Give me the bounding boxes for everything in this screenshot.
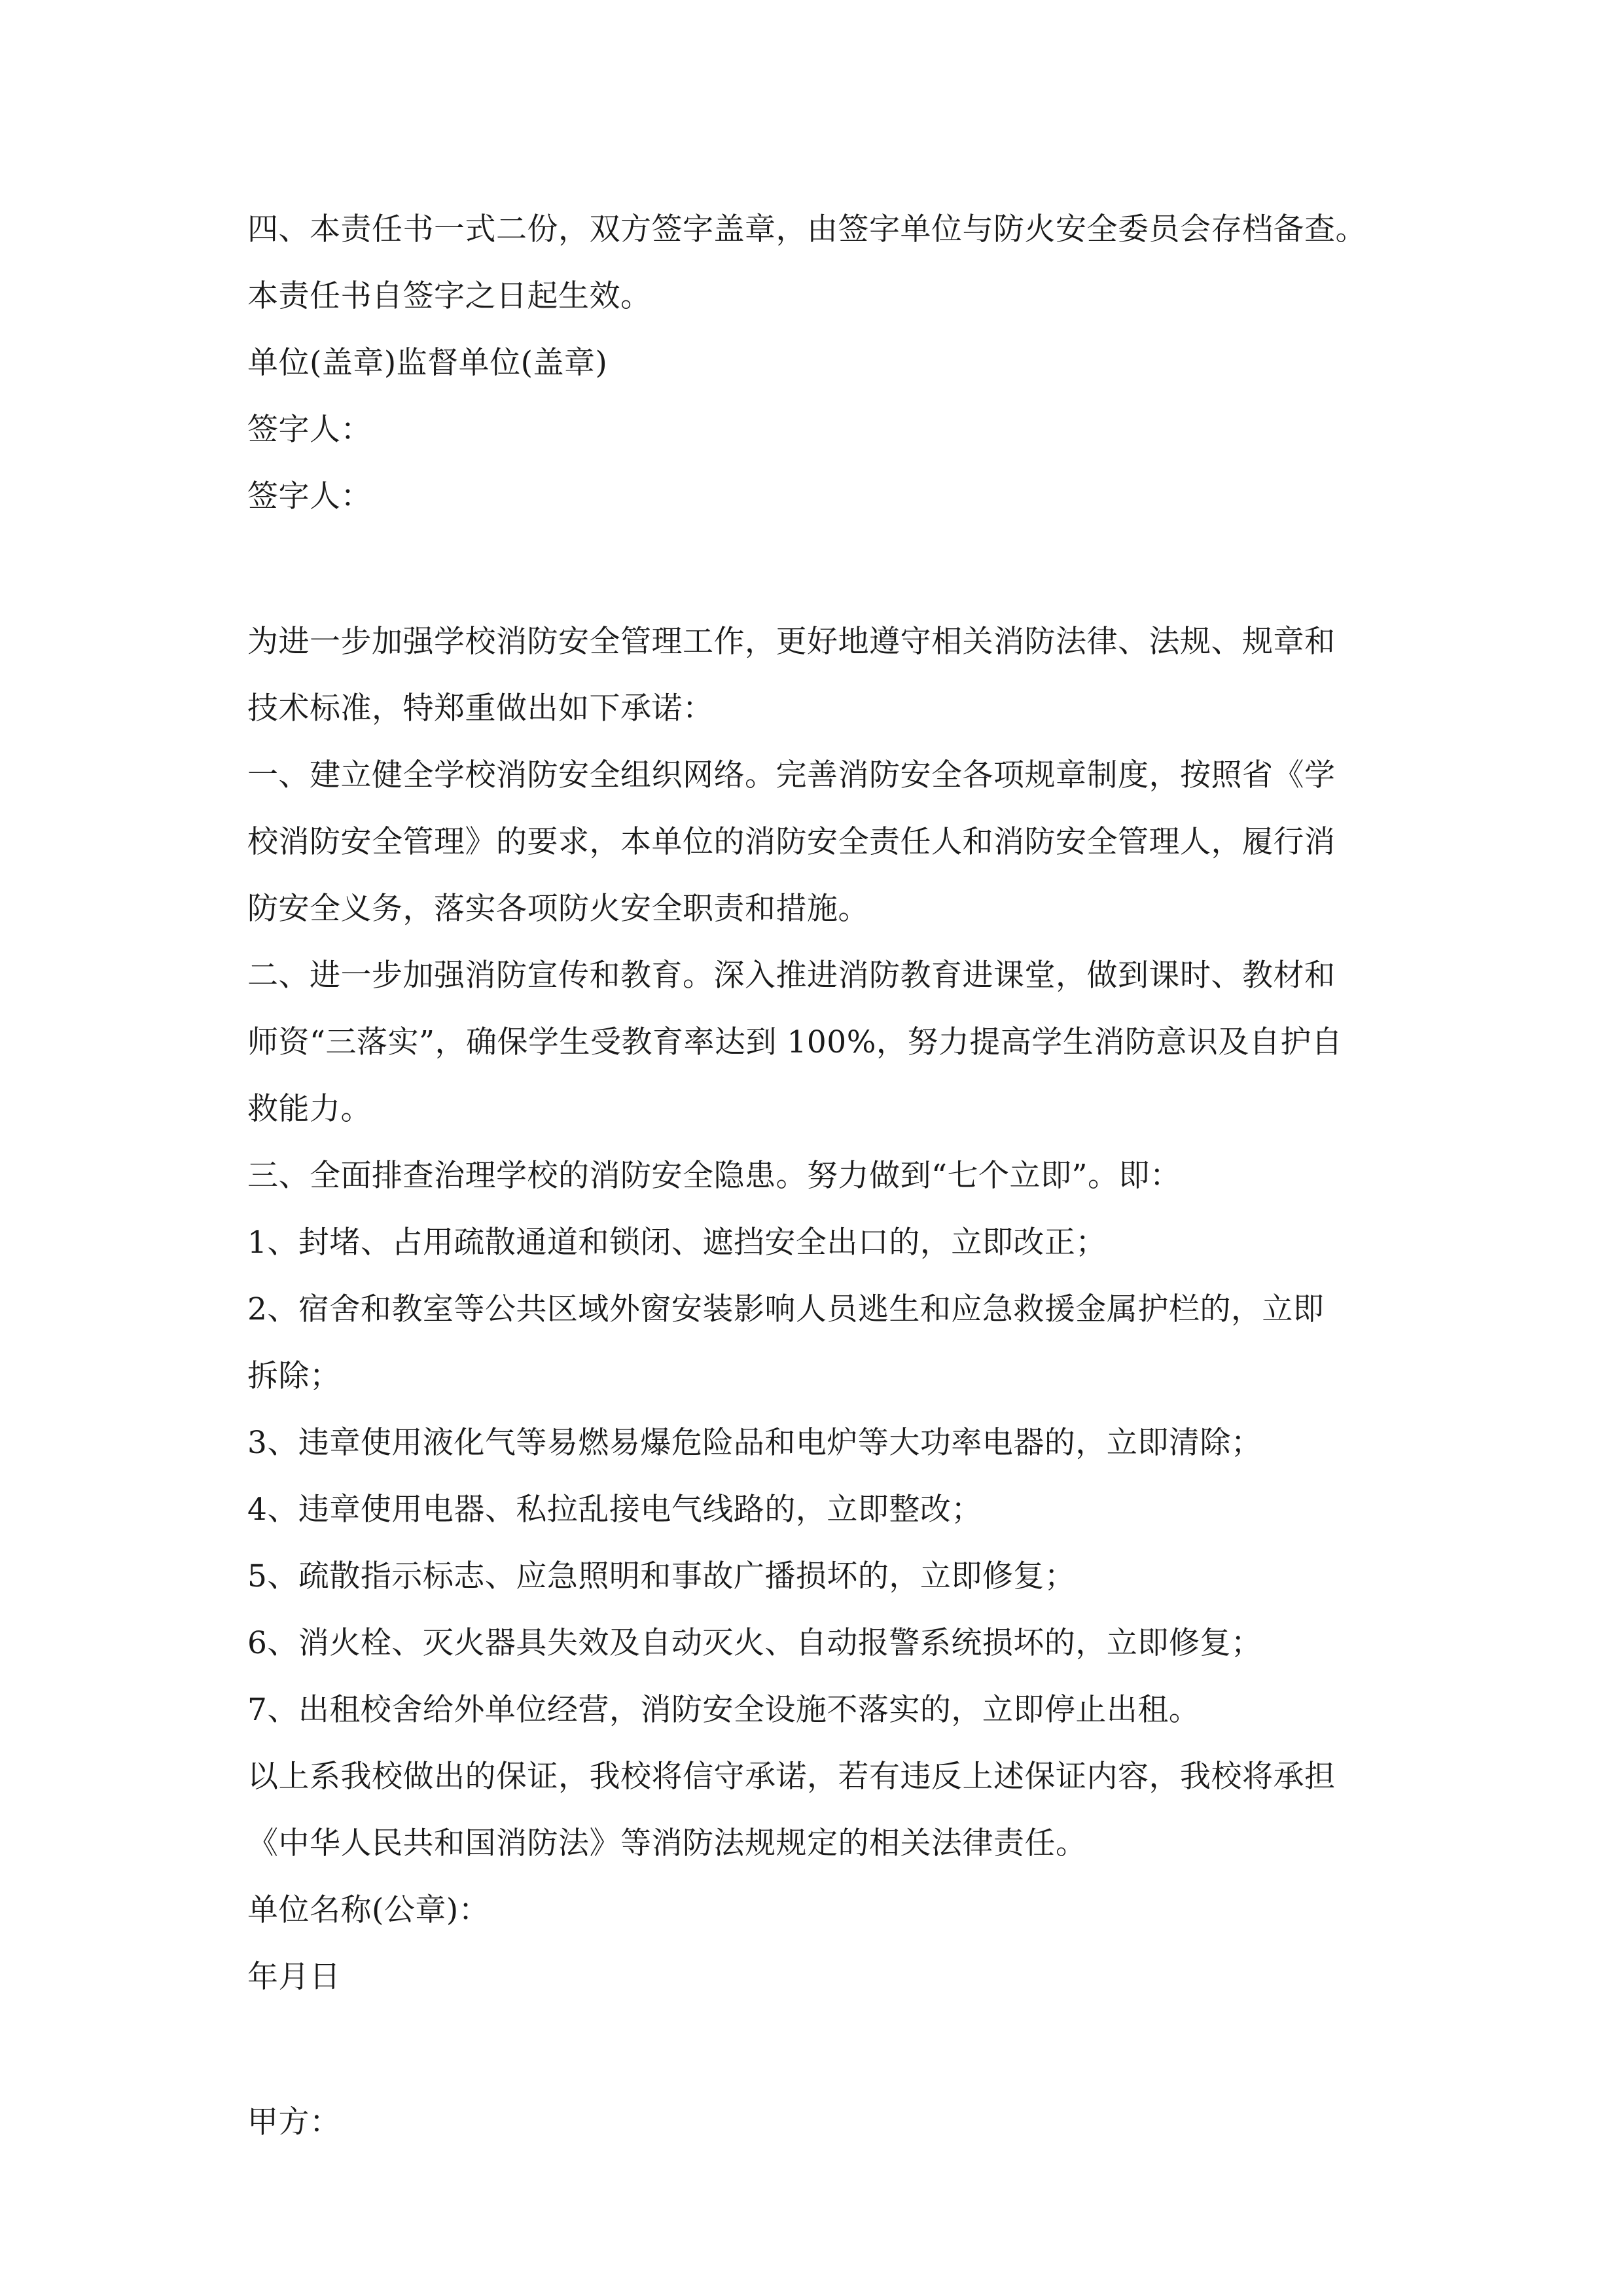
list-item: 3、违章使用液化气等易燃易爆危险品和电炉等大功率电器的，立即清除； — [247, 1425, 1262, 1461]
signature-units-line: 单位(盖章)监督单位(盖章) — [247, 345, 608, 381]
date-line: 年月日 — [247, 1959, 341, 1995]
signatory-line: 签字人： — [247, 412, 372, 448]
paragraph-line: 防安全义务，落实各项防火安全职责和措施。 — [247, 891, 869, 927]
paragraph-line: 为进一步加强学校消防安全管理工作，更好地遵守相关消防法律、法规、规章和 — [247, 624, 1336, 660]
paragraph-line: 一、建立健全学校消防安全组织网络。完善消防安全各项规章制度，按照省《学 — [247, 757, 1336, 793]
list-item: 1、封堵、占用疏散通道和锁闭、遮挡安全出口的，立即改正； — [247, 1225, 1107, 1261]
section-fire-safety-pledge — [247, 609, 1399, 2011]
paragraph-line: 四、本责任书一式二份，双方签字盖章，由签字单位与防火安全委员会存档备查。 — [247, 211, 1366, 247]
paragraph-line: 以上系我校做出的保证，我校将信守承诺，若有违反上述保证内容，我校将承担 — [247, 1759, 1336, 1795]
section-responsibility-end — [247, 196, 1399, 530]
section-gap — [247, 530, 1399, 609]
paragraph-line: 师资“三落实”，确保学生受教育率达到 100%，努力提高学生消防意识及自护自 — [247, 1024, 1343, 1060]
section-party-a — [247, 2089, 1399, 2156]
list-item: 5、疏散指示标志、应急照明和事故广播损坏的，立即修复； — [247, 1558, 1076, 1594]
paragraph-line: 本责任书自签字之日起生效。 — [247, 278, 652, 314]
list-item: 7、出租校舍给外单位经营，消防安全设施不落实的，立即停止出租。 — [247, 1692, 1200, 1728]
list-item: 拆除； — [247, 1358, 341, 1394]
list-item: 6、消火栓、灭火器具失效及自动灭火、自动报警系统损坏的，立即修复； — [247, 1625, 1262, 1661]
section-gap — [247, 2011, 1399, 2089]
list-item: 4、违章使用电器、私拉乱接电气线路的，立即整改； — [247, 1492, 982, 1528]
paragraph-line: 救能力。 — [247, 1091, 372, 1127]
unit-name-line: 单位名称(公章)： — [247, 1892, 490, 1928]
document-page — [247, 196, 1399, 2156]
party-a-line: 甲方： — [247, 2104, 341, 2140]
paragraph-line: 三、全面排查治理学校的消防安全隐患。努力做到“七个立即”。即： — [247, 1158, 1181, 1194]
paragraph-line: 《中华人民共和国消防法》等消防法规规定的相关法律责任。 — [247, 1825, 1087, 1861]
list-item: 2、宿舍和教室等公共区域外窗安装影响人员逃生和应急救援金属护栏的，立即 — [247, 1291, 1325, 1327]
signatory-line: 签字人： — [247, 478, 372, 514]
paragraph-line: 技术标准，特郑重做出如下承诺： — [247, 691, 714, 726]
paragraph-line: 校消防安全管理》的要求，本单位的消防安全责任人和消防安全管理人，履行消 — [247, 824, 1336, 860]
paragraph-line: 二、进一步加强消防宣传和教育。深入推进消防教育进课堂，做到课时、教材和 — [247, 958, 1336, 994]
